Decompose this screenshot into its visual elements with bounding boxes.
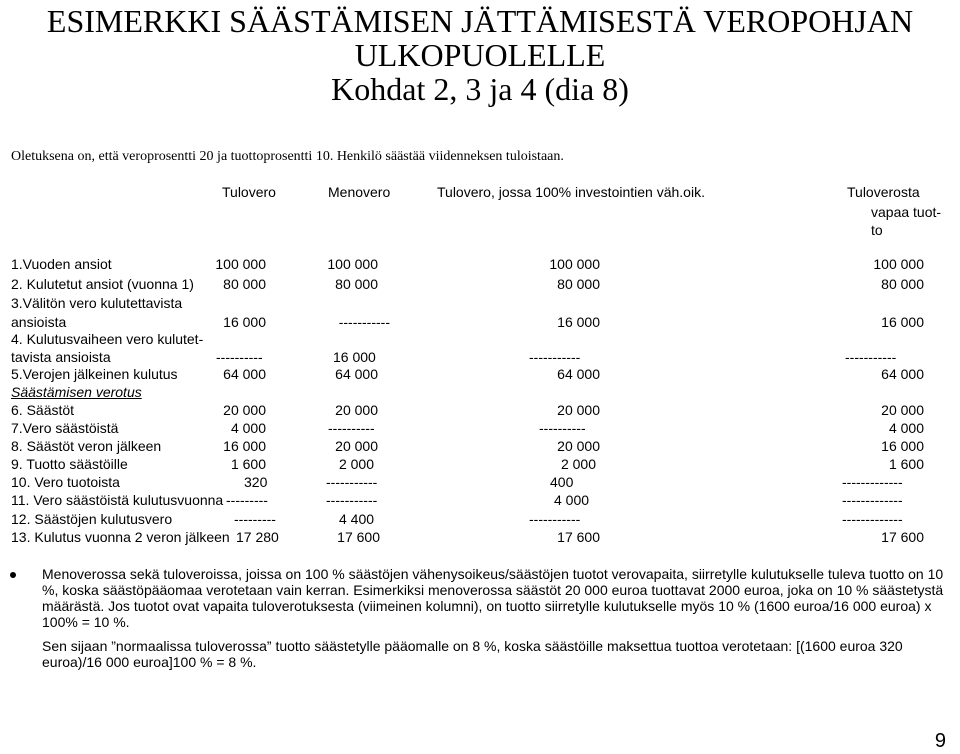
title-line-2: ULKOPUOLELLE	[354, 37, 606, 73]
cell-menovero: 2 000	[338, 456, 374, 472]
cell-tulovero-inv: -----------	[529, 511, 581, 527]
cell-tulovero-inv: ----------	[539, 420, 586, 436]
cell-menovero: -----------	[338, 314, 390, 330]
cell-tulovero: 64 000	[223, 366, 266, 382]
cell-tulovero: ---------	[226, 492, 268, 508]
cell-tulovero-inv: 4 000	[554, 492, 590, 508]
cell-vapaa: 80 000	[881, 276, 924, 292]
cell-tulovero-inv: 400	[550, 474, 574, 490]
cell-menovero: 20 000	[335, 402, 378, 418]
row-label: tavista ansioista	[11, 349, 111, 365]
cell-vapaa: 16 000	[881, 438, 924, 454]
cell-tulovero: ---------	[234, 511, 276, 527]
row-label: 3.Välitön vero kulutettavista	[11, 295, 183, 311]
row-label: 13. Kulutus vuonna 2 veron jälkeen	[11, 529, 230, 545]
cell-tulovero: 20 000	[223, 402, 266, 418]
row-label: ansioista	[11, 314, 67, 330]
cell-tulovero: 16 000	[223, 438, 266, 454]
cell-vapaa: 16 000	[881, 314, 924, 330]
row-label: 7.Vero säästöistä	[11, 420, 119, 436]
cell-tulovero: 80 000	[223, 276, 266, 292]
cell-tulovero: 4 000	[230, 420, 266, 436]
bullet-dot	[10, 572, 16, 578]
row-label: 6. Säästöt	[11, 402, 75, 418]
note-paragraph-2: Sen sijaan ”normaalissa tuloverossa” tuotto säästetylle pääomalle on 8 %, koska säästöille maksettua tuottoa verotetaan: [(1600 euroa 320 euroa)/16 000 euroa]100 % = 8 %.	[42, 638, 903, 670]
intro-text: Oletuksena on, että veroprosentti 20 ja tuottoprosentti 10. Henkilö säästää viidenneksen tuloistaan.	[11, 149, 564, 164]
cell-tulovero: 1 600	[230, 456, 266, 472]
cell-vapaa: 4 000	[888, 420, 924, 436]
cell-tulovero: 100 000	[215, 256, 266, 272]
section-heading-saastamisen-verotus: Säästämisen verotus	[11, 384, 142, 400]
cell-menovero: 80 000	[335, 276, 378, 292]
header-tulovero-investointi: Tulovero, jossa 100% investointien väh.oik.	[437, 184, 705, 200]
cell-vapaa: -------------	[842, 474, 903, 490]
cell-tulovero-inv: 20 000	[557, 438, 600, 454]
cell-tulovero-inv: 17 600	[557, 529, 600, 545]
row-label: 8. Säästöt veron jälkeen	[11, 438, 162, 454]
cell-vapaa: -------------	[842, 492, 903, 508]
cell-vapaa: 64 000	[881, 366, 924, 382]
cell-menovero: 16 000	[333, 349, 376, 365]
cell-menovero: 20 000	[335, 438, 378, 454]
row-label: 9. Tuotto säästöille	[11, 456, 128, 472]
cell-menovero: 64 000	[335, 366, 378, 382]
row-label: 4. Kulutusvaiheen vero kulutet-	[11, 331, 204, 347]
cell-tulovero-inv: 2 000	[560, 456, 596, 472]
cell-tulovero: 16 000	[223, 314, 266, 330]
cell-menovero: ----------	[328, 420, 375, 436]
cell-menovero: -----------	[326, 492, 378, 508]
cell-menovero: 4 400	[339, 511, 375, 527]
cell-vapaa: -------------	[842, 511, 903, 527]
title-line-1: ESIMERKKI SÄÄSTÄMISEN JÄTTÄMISESTÄ VEROPOHJAN	[46, 3, 914, 39]
cell-tulovero: 320	[244, 474, 268, 490]
cell-menovero: 100 000	[327, 256, 378, 272]
header-vapaa-line2: vapaa tuot-	[871, 204, 942, 220]
cell-menovero: 17 600	[337, 529, 380, 545]
title-line-3: Kohdat 2, 3 ja 4 (dia 8)	[331, 71, 629, 107]
cell-menovero: -----------	[326, 474, 378, 490]
cell-vapaa: -----------	[845, 349, 897, 365]
cell-vapaa: 20 000	[881, 402, 924, 418]
cell-tulovero-inv: -----------	[529, 349, 581, 365]
cell-tulovero: ----------	[216, 349, 263, 365]
cell-tulovero: 17 280	[236, 529, 279, 545]
page-number: 9	[934, 730, 946, 752]
note-paragraph-1: Menoverossa sekä tuloveroissa, joissa on 100 % säästöjen vähenysoikeus/säästöjen tuotot verovapaita, siirretylle kulutukselle tuleva tuotto on 10 %, koska säästöpääomaa verotetaan vain kerran. Esimerkiksi menoverossa säästöt 20 000 euroa tuottavat 2000 euroa, joka on 10 % säästetystä määrästä. Jos tuotot ovat vapaita tuloverotuksesta (viimeinen kolumni), on tuotto siirretylle kulutukselle myös 10 % (1600 euroa/16 000 euroa) x 100% = 10 %.	[42, 566, 944, 630]
cell-tulovero-inv: 16 000	[557, 314, 600, 330]
header-vapaa-line1: Tuloverosta	[847, 184, 920, 200]
cell-tulovero-inv: 100 000	[549, 256, 600, 272]
cell-vapaa: 100 000	[873, 256, 924, 272]
header-tulovero: Tulovero	[222, 184, 276, 200]
cell-tulovero-inv: 80 000	[557, 276, 600, 292]
header-vapaa-line3: to	[871, 222, 883, 238]
row-label: 12. Säästöjen kulutusvero	[11, 511, 173, 527]
row-label: 1.Vuoden ansiot	[11, 256, 112, 272]
row-label: 5.Verojen jälkeinen kulutus	[11, 366, 178, 382]
row-label: 11. Vero säästöistä kulutusvuonna	[11, 492, 224, 508]
row-label: 2. Kulutetut ansiot (vuonna 1)	[11, 276, 194, 292]
cell-vapaa: 17 600	[881, 529, 924, 545]
cell-vapaa: 1 600	[888, 456, 924, 472]
cell-tulovero-inv: 20 000	[557, 402, 600, 418]
cell-tulovero-inv: 64 000	[557, 366, 600, 382]
header-menovero: Menovero	[328, 184, 391, 200]
row-label: 10. Vero tuotoista	[11, 474, 120, 490]
